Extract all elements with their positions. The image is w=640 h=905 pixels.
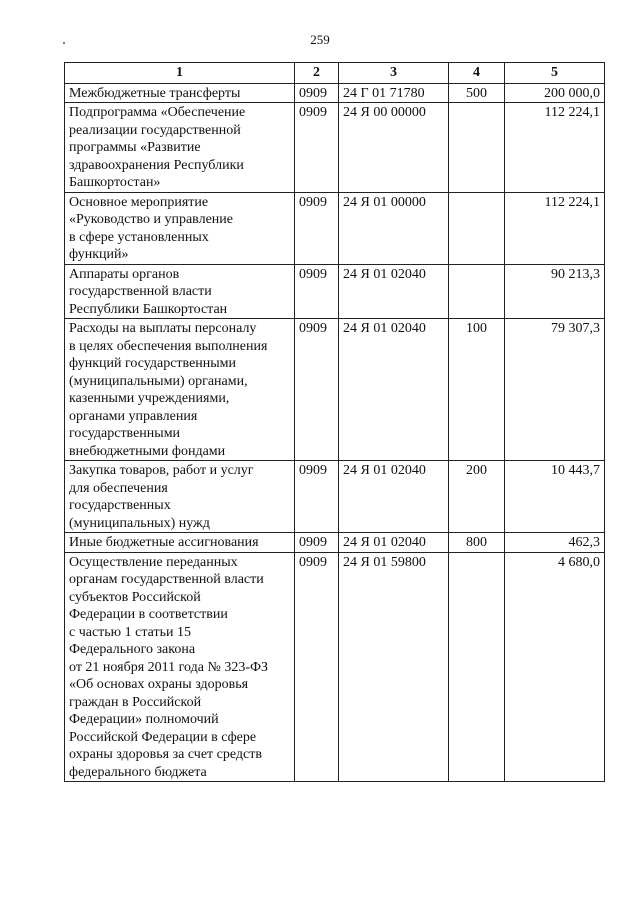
row-name-line: функций» [69,247,129,262]
row-amount: 112 224,1 [505,192,605,264]
row-amount: 10 443,7 [505,461,605,533]
row-name-line: Подпрограмма «Обеспечение [69,105,246,120]
row-name-line: охраны здоровья за счет средств [69,747,262,762]
row-name-line: Федерального закона [69,642,196,657]
row-name [65,83,295,103]
row-exptype: 100 [449,319,505,461]
row-name-line: Межбюджетные трансферты [69,85,241,101]
row-name-line: в сфере установленных [69,229,209,245]
row-name-line: Осуществление переданных [69,554,238,570]
row-name-line: функций государственными [69,356,237,371]
row-name [65,103,295,193]
row-section: 0909 [295,192,339,264]
column-header: 3 [339,63,449,84]
row-name-line: Российской Федерации в сфере [69,729,257,745]
row-name-line: с частью 1 статьи 15 [69,624,191,640]
row-exptype: 200 [449,461,505,533]
budget-table [64,62,605,782]
table-row [65,552,605,782]
row-name-line: Республики Башкортостан [69,301,228,317]
row-name [65,461,295,533]
row-name-line: государственной власти [69,284,212,299]
row-target: 24 Я 01 59800 [339,552,449,782]
row-amount: 200 000,0 [505,83,605,103]
row-exptype: 800 [449,533,505,553]
column-header: 1 [65,63,295,84]
row-name-line: Башкортостан» [69,175,161,190]
row-name-line: Аппараты органов [69,266,180,282]
row-target: 24 Я 01 02040 [339,319,449,461]
row-section: 0909 [295,461,339,533]
row-target: 24 Г 01 71780 [339,83,449,103]
row-amount: 462,3 [505,533,605,553]
row-name-line: Иные бюджетные ассигнования [69,535,259,550]
row-amount: 90 213,3 [505,264,605,319]
row-name-line: Расходы на выплаты персоналу [69,321,257,336]
table-row [65,83,605,103]
row-exptype [449,103,505,193]
scan-speck [63,42,65,44]
row-name-line: для обеспечения [69,480,168,496]
table-row [65,103,605,193]
row-name-line: граждан в Российской [69,694,202,710]
row-name [65,552,295,782]
table-row [65,264,605,319]
table-row [65,461,605,533]
row-name-line: органам государственной власти [69,572,264,587]
table-header-row [65,63,605,84]
row-target: 24 Я 01 02040 [339,533,449,553]
row-name-line: государственными [69,426,181,441]
row-name-line: федерального бюджета [69,764,207,780]
row-target: 24 Я 01 00000 [339,192,449,264]
row-target: 24 Я 01 02040 [339,264,449,319]
row-name [65,319,295,461]
row-name-line: «Руководство и управление [69,212,233,227]
row-target: 24 Я 00 00000 [339,103,449,193]
row-section: 0909 [295,319,339,461]
row-name-line: внебюджетными фондами [69,443,226,459]
page-number: 259 [310,32,330,47]
row-amount: 79 307,3 [505,319,605,461]
row-name-line: здравоохранения Республики [69,157,244,173]
column-header: 2 [295,63,339,84]
row-name-line: субъектов Российской [69,589,201,605]
row-name-line: государственных [69,498,171,513]
table-row [65,319,605,461]
row-name-line: «Об основах охраны здоровья [69,677,249,692]
column-header: 4 [449,63,505,84]
row-amount: 112 224,1 [505,103,605,193]
row-amount: 4 680,0 [505,552,605,782]
row-name-line: Федерации» полномочий [69,712,219,727]
row-exptype [449,264,505,319]
table-row [65,192,605,264]
row-section: 0909 [295,552,339,782]
row-section: 0909 [295,533,339,553]
row-section: 0909 [295,264,339,319]
row-name-line: органами управления [69,408,198,424]
row-name-line: от 21 ноября 2011 года № 323-ФЗ [69,659,269,675]
row-exptype [449,192,505,264]
row-target: 24 Я 01 02040 [339,461,449,533]
row-name-line: Основное мероприятие [69,194,209,210]
row-exptype [449,552,505,782]
row-section: 0909 [295,83,339,103]
table-row [65,533,605,553]
row-name-line: в целях обеспечения выполнения [69,338,268,354]
row-name [65,533,295,553]
row-name-line: реализации государственной [69,122,241,138]
row-name-line: (муниципальных) нужд [69,515,210,531]
row-name-line: казенными учреждениями, [69,391,230,406]
row-name-line: (муниципальными) органами, [69,373,248,389]
row-name [65,264,295,319]
row-section: 0909 [295,103,339,193]
row-exptype: 500 [449,83,505,103]
column-header: 5 [505,63,605,84]
row-name-line: Закупка товаров, работ и услуг [69,463,254,478]
table-body [65,83,605,782]
row-name-line: программы «Развитие [69,140,201,155]
row-name [65,192,295,264]
row-name-line: Федерации в соответствии [69,607,228,622]
